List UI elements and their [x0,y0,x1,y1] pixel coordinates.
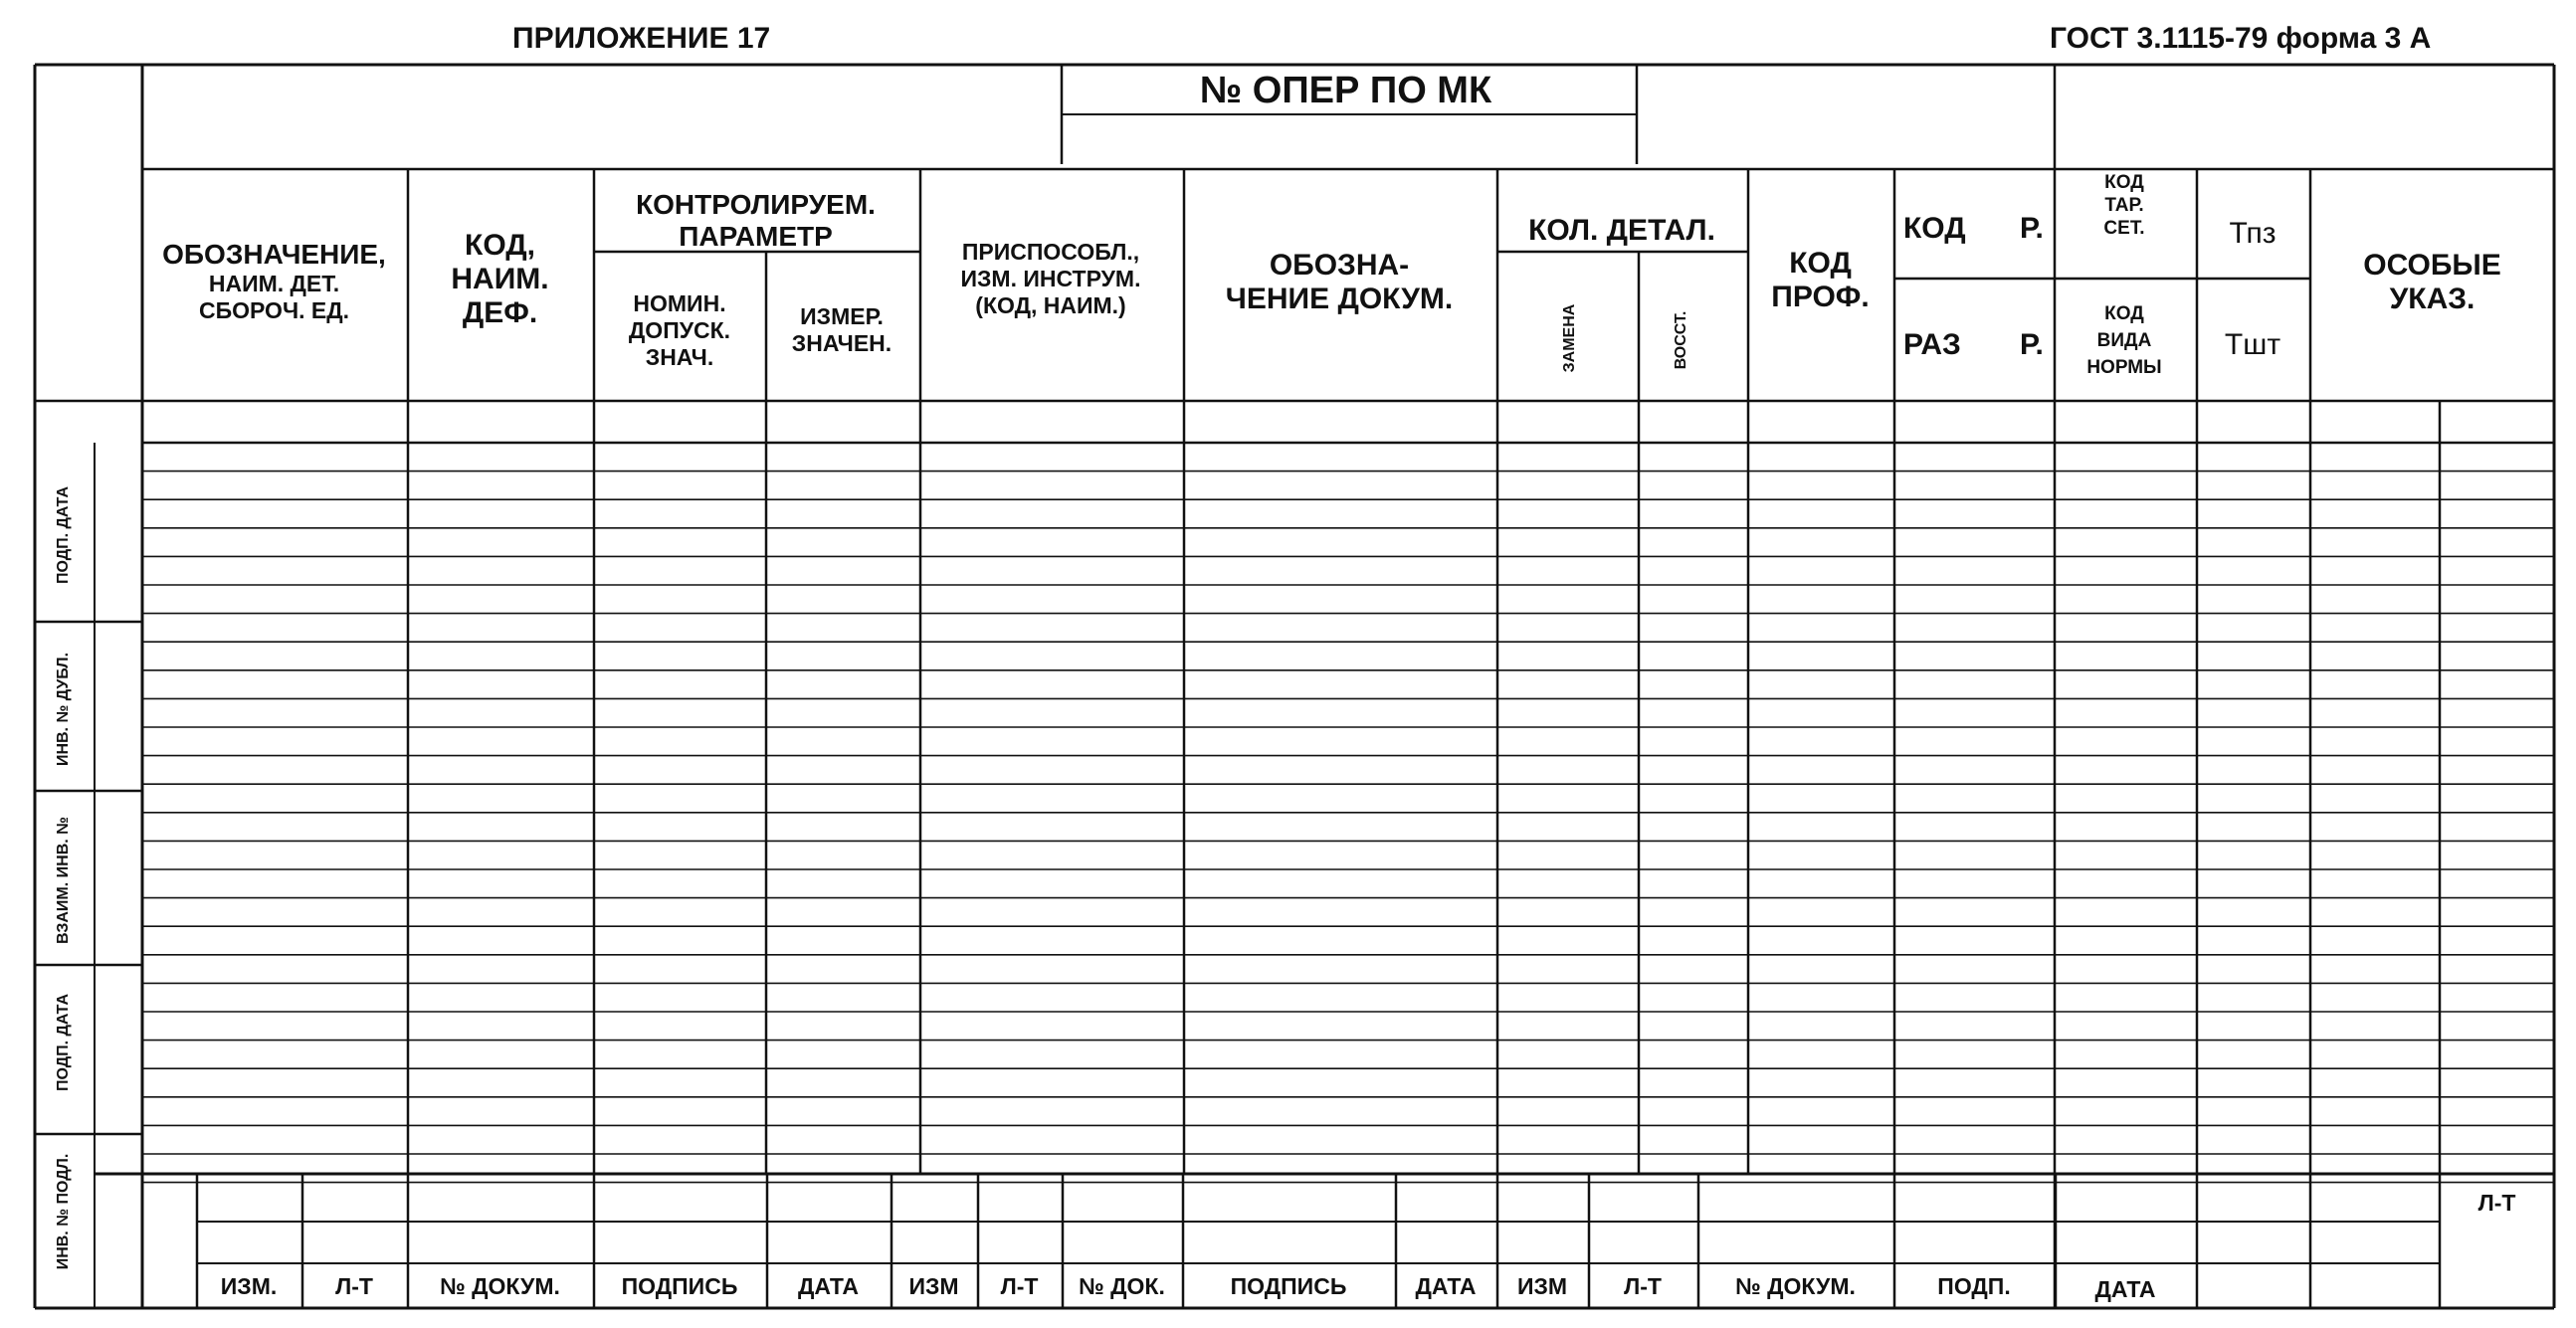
footer-doc-1: № ДОКУМ. [440,1273,560,1299]
notes-line1: ОСОБЫЕ [2363,249,2501,282]
document-line2: ЧЕНИЕ ДОКУМ. [1225,283,1454,315]
fixtures-line3: (КОД, НАИМ.) [975,292,1126,318]
footer-date-2: ДАТА [1415,1273,1477,1299]
nominal-line3: ЗНАЧ. [645,344,714,370]
designation-line1: ОБОЗНАЧЕНИЕ, [162,239,386,270]
norm-type-line2: ВИДА [2096,330,2152,351]
operation-number-label: № ОПЕР ПО МК [1199,70,1492,111]
footer-change-1: ИЗМ. [220,1273,278,1299]
defect-code-line3: ДЕФ. [462,296,538,329]
grade-code-label: КОД [1903,212,1966,245]
side-label-sign-date-1: ПОДП. ДАТА [55,486,72,584]
defect-code-line2: НАИМ. [451,263,549,295]
grade-code-suffix: Р. [2020,212,2044,245]
profession-header [1748,247,1892,314]
designation-line2: НАИМ. ДЕТ. [208,271,340,296]
document-line1: ОБОЗНА- [1269,249,1410,282]
notes-header [2310,249,2554,316]
footer-change-3: ИЗМ [1516,1273,1568,1299]
appendix-title: ПРИЛОЖЕНИЕ 17 [512,22,771,55]
footer-date-3: ДАТА [2094,1276,2156,1302]
controlled-param-line1: КОНТРОЛИРУЕМ. [636,189,876,220]
norm-type-line3: НОРМЫ [2086,357,2162,378]
profession-line2: ПРОФ. [1771,281,1870,313]
fixtures-header [920,239,1181,319]
tpz-header: Тпз [2229,217,2277,250]
footer-doc-3: № ДОКУМ. [1735,1273,1856,1299]
designation-line3: СБОРОЧ. ЕД. [198,297,350,323]
standard-label: ГОСТ 3.1115-79 форма 3 А [2050,22,2432,55]
restore-header: ВОССТ. [1673,310,1689,370]
footer-date-1: ДАТА [797,1273,860,1299]
tariff-line1: КОД [2104,172,2144,193]
footer-sheet-3: Л-Т [1624,1273,1662,1299]
footer-signature-1: ПОДПИСЬ [621,1273,738,1299]
footer-sign-3: ПОДП. [1937,1273,2011,1299]
norm-type-header [2055,300,2194,381]
side-label-dup-inv: ИНВ. № ДУБЛ. [55,652,72,767]
footer-signature-2: ПОДПИСЬ [1230,1273,1347,1299]
footer-sheet-1: Л-Т [335,1273,373,1299]
document-header [1184,249,1494,316]
footer-doc-2: № ДОК. [1079,1273,1165,1299]
nominal-line2: ДОПУСК. [628,317,731,343]
tsht-header: Тшт [2224,328,2281,361]
side-label-sign-date-2: ПОДП. ДАТА [55,994,72,1091]
fixtures-line2: ИЗМ. ИНСТРУМ. [960,266,1141,291]
footer-sheet-number: Л-Т [2477,1190,2516,1216]
nominal-line1: НОМИН. [633,290,726,316]
replace-header: ЗАМЕНА [1561,303,1578,373]
measured-line2: ЗНАЧЕН. [791,330,892,356]
tariff-header [2055,171,2194,240]
notes-line2: УКАЗ. [2389,283,2476,315]
measured-line1: ИЗМЕР. [800,303,884,329]
side-label-orig-inv: ИНВ. № ПОДЛ. [55,1153,72,1270]
fixtures-line1: ПРИСПОСОБЛ., [961,239,1140,265]
grade-suffix: Р. [2020,328,2044,361]
measured-header [766,303,917,357]
tariff-line3: СЕТ. [2103,218,2145,239]
defect-code-line1: КОД, [465,229,535,262]
norm-type-line1: КОД [2104,303,2144,324]
controlled-param-line2: ПАРАМЕТР [679,221,833,252]
designation-header [142,239,406,324]
footer-sheet-2: Л-Т [1000,1273,1039,1299]
tariff-line2: ТАР. [2104,195,2144,216]
profession-line1: КОД [1789,247,1852,280]
side-label-mutual-inv: ВЗАИМ. ИНВ. № [55,817,72,944]
defect-code-header [408,229,592,330]
controlled-param-header [594,189,917,253]
footer-change-2: ИЗМ [908,1273,959,1299]
parts-qty-header: КОЛ. ДЕТАЛ. [1528,214,1715,247]
grade-label: РАЗ [1903,328,1961,361]
nominal-header [594,290,765,371]
